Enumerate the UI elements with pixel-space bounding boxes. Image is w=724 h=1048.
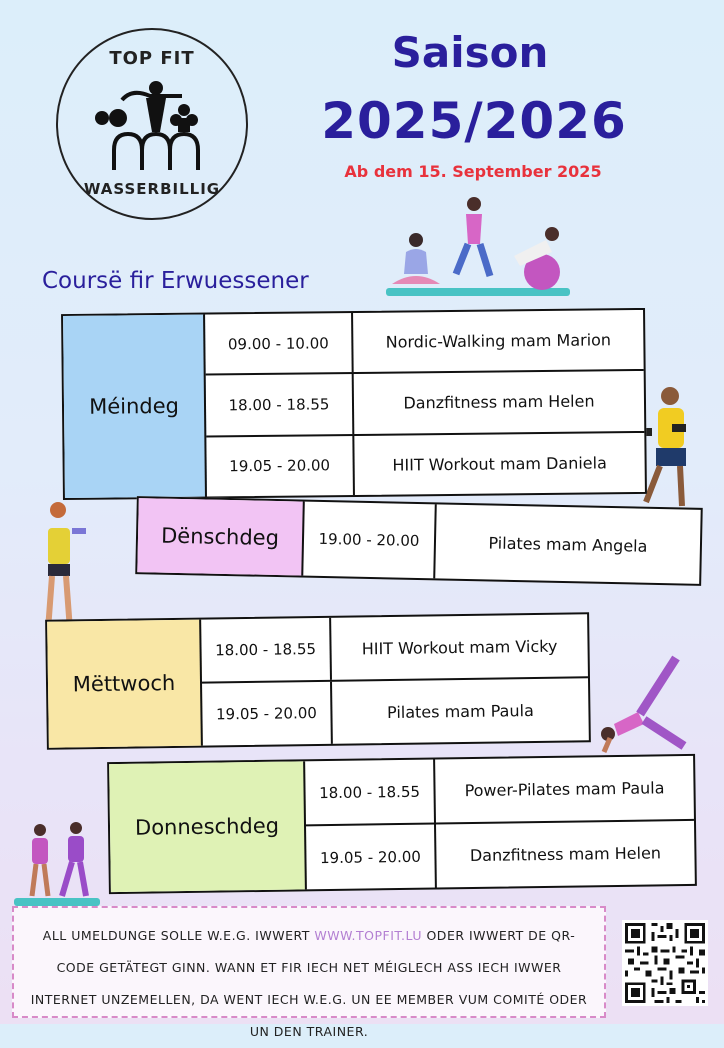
schedule-table-tuesday xyxy=(135,496,703,586)
course-name: Danzfitness mam Helen xyxy=(469,843,662,866)
schedule-table-thursday xyxy=(107,754,697,894)
yoga-pose-illustration xyxy=(596,654,692,754)
schedule-table-monday xyxy=(61,308,647,500)
note-text-start: ALL UMELDUNGE SOLLE W.E.G. IWWERT xyxy=(42,928,315,943)
course-name: Nordic-Walking mam Marion xyxy=(385,330,612,352)
table-row xyxy=(206,433,645,497)
logo-top-text: TOP FIT xyxy=(109,48,195,69)
time-slot: 18.00 - 18.55 xyxy=(206,374,355,435)
two-women-illustration xyxy=(14,818,100,908)
time-slot: 18.00 - 18.55 xyxy=(305,760,436,825)
time-slot: 09.00 - 10.00 xyxy=(205,313,354,374)
club-logo xyxy=(56,28,248,220)
section-title: Coursë fir Erwuessener xyxy=(42,268,309,294)
table-row xyxy=(202,678,589,745)
day-label-monday: Méindeg xyxy=(63,315,207,498)
table-row xyxy=(205,310,644,376)
course-name: Danzfitness mam Helen xyxy=(403,391,595,413)
course-name: Power-Pilates mam Paula xyxy=(464,778,665,801)
course-name: HIIT Workout mam Vicky xyxy=(361,636,558,658)
fitness-people-illustration xyxy=(386,196,570,300)
note-text-end: ODER IWWERT DE QR-CODE GETÄTEGT GINN. WANN ET FIR IECH NET MÉIGLECH ASS IECH IWWER INTERNET UNZEMELLEN, DA WENT IECH W.E.G. UN EE MEMBER VUM COMITÉ ODER UN DEN TRAINER. xyxy=(30,928,588,1039)
course-name: HIIT Workout mam Daniela xyxy=(392,453,607,475)
time-slot: 19.05 - 20.00 xyxy=(206,436,355,497)
table-row xyxy=(201,614,588,683)
website-link[interactable]: WWW.TOPFIT.LU xyxy=(314,928,422,943)
season-years: 2025/2026 xyxy=(321,92,627,150)
registration-note xyxy=(12,906,606,1039)
time-slot: 19.05 - 20.00 xyxy=(306,825,437,890)
course-name: Pilates mam Angela xyxy=(488,532,648,556)
schedule-table-wednesday xyxy=(45,612,591,750)
qr-code-icon[interactable] xyxy=(622,920,708,1006)
time-slot: 19.05 - 20.00 xyxy=(202,682,333,746)
course-name: Pilates mam Paula xyxy=(386,700,534,722)
time-slot: 19.00 - 20.00 xyxy=(303,502,437,579)
woman-weights-illustration xyxy=(38,498,94,636)
day-label-tuesday: Dënschdeg xyxy=(137,498,305,575)
table-row xyxy=(206,371,645,437)
table-row xyxy=(303,502,700,584)
logo-bottom-text: WASSERBILLIG xyxy=(83,180,221,198)
time-slot: 18.00 - 18.55 xyxy=(201,618,332,682)
fitness-logo-icon xyxy=(92,80,216,172)
day-label-thursday: Donneschdeg xyxy=(109,761,307,892)
table-row xyxy=(305,756,694,826)
table-row xyxy=(306,821,695,889)
day-label-wednesday: Mëttwoch xyxy=(47,620,203,748)
season-title: Saison xyxy=(391,28,549,77)
start-date: Ab dem 15. September 2025 xyxy=(344,162,602,181)
